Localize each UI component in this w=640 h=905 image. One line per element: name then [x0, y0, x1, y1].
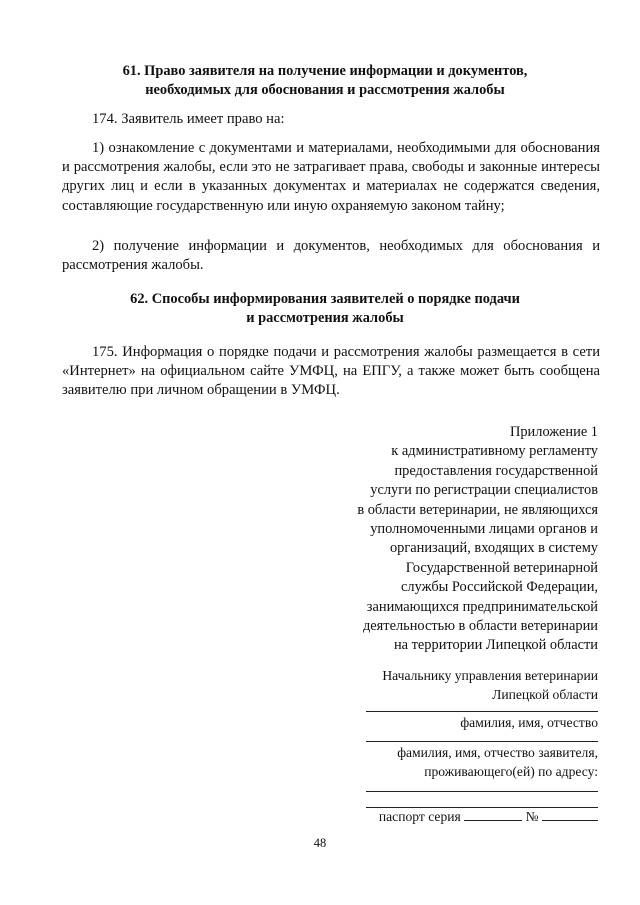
- paragraph-174-item-2: 2) получение информации и документов, необходимых для обоснования и рассмотрения жалобы.: [62, 238, 600, 274]
- fio-signature-line: [366, 711, 598, 712]
- paragraph-175: 175. Информация о порядке подачи и рассмотрения жалобы размещается в сети «Интернет» на официальном сайте УМФЦ, на ЕПГУ, а также может быть сообщена заявителю при личном обращении в УМФЦ.: [62, 344, 600, 399]
- addressee-block: Начальнику управления ветеринарии Липецкой области: [382, 668, 598, 702]
- applicant-label: фамилия, имя, отчество заявителя, проживающего(ей) по адресу:: [397, 745, 598, 779]
- section-62-title: 62. Способы информирования заявителей о порядке подачи и рассмотрения жалобы: [130, 291, 520, 326]
- applicant-signature-line: [366, 741, 598, 742]
- passport-number-blank: [542, 808, 598, 821]
- paragraph-174: 174. Заявитель имеет право на:: [92, 111, 285, 127]
- fio-label: фамилия, имя, отчество: [460, 715, 598, 730]
- appendix-header: Приложение 1 к административному регламенту предоставления государственной услуги по регистрации специалистов в области ветеринарии, не являющихся уполномоченными лицами органов и организаций, входящих в систему Государственной ветеринарной службы Российской Федерации, занимающихся предпринимательской деятельностью в области ветеринарии на территории Липецкой области: [357, 424, 598, 654]
- section-61-title: 61. Право заявителя на получение информации и документов, необходимых для обоснования и рассмотрения жалобы: [122, 63, 528, 98]
- passport-line: паспорт серия №: [338, 807, 598, 826]
- paragraph-174-item-1: 1) ознакомление с документами и материалами, необходимыми для обоснования и рассмотрения жалобы, если это не затрагивает права, свободы и законные интересы других лиц и если в указанных документах и материалах не содержатся сведения, составляющие государственную или иную охраняемую законом тайну;: [62, 140, 600, 214]
- page-number: 48: [313, 836, 327, 850]
- passport-series-blank: [464, 808, 522, 821]
- address-line-1: [366, 791, 598, 792]
